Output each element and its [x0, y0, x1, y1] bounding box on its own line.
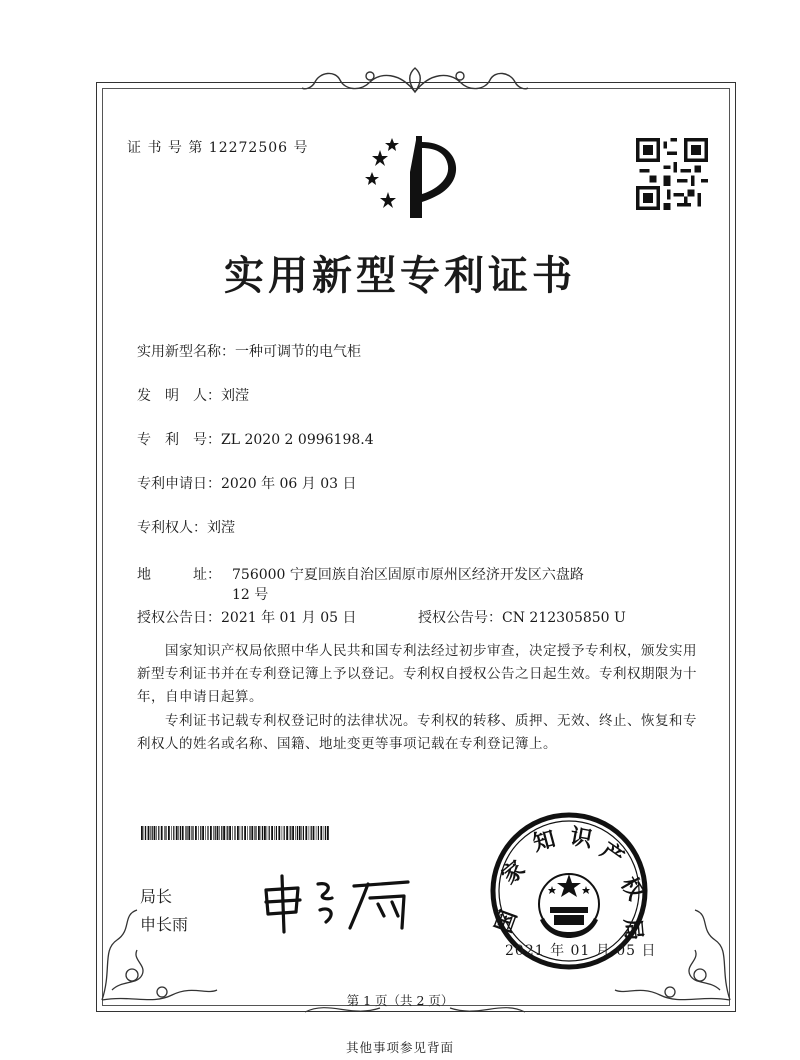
field-utility-model-name — [137, 342, 361, 362]
field-value: 2021 年 01 月 05 日 — [221, 610, 357, 626]
svg-text:局: 局 — [619, 917, 646, 942]
field-patent-number — [137, 430, 374, 450]
patent-office-emblem-icon — [358, 132, 478, 224]
svg-text:知: 知 — [530, 826, 559, 857]
field-grant-number — [418, 608, 626, 628]
field-label: 实用新型名称： — [137, 344, 235, 360]
handwritten-signature-icon — [258, 870, 418, 940]
qr-code-icon — [636, 138, 708, 210]
field-value: 刘滢 — [221, 388, 249, 404]
signatory-title: 局长 — [140, 887, 173, 906]
seal-date: 2021 年 01 月 05 日 — [505, 943, 657, 959]
field-value: ZL 2020 2 0996198.4 — [221, 432, 374, 448]
certificate-number: 证 书 号 第 12272506 号 — [127, 140, 309, 156]
field-application-date — [137, 474, 357, 494]
field-label: 专利申请日： — [137, 476, 221, 492]
field-inventor — [137, 386, 249, 406]
field-address-label: 地 址： — [137, 567, 221, 583]
certificate-title: 实用新型专利证书 — [224, 252, 576, 299]
field-label: 专利权人： — [137, 520, 207, 536]
svg-text:权: 权 — [615, 872, 648, 905]
svg-text:产: 产 — [595, 838, 628, 872]
field-grant-date — [137, 608, 357, 628]
page-number: 第 1 页（共 2 页） — [346, 993, 454, 1008]
svg-text:识: 识 — [568, 824, 595, 853]
svg-text:家: 家 — [497, 856, 531, 890]
statement-paragraph-2: 专利证书记载专利权登记时的法律状况。专利权的转移、质押、无效、终止、恢复和专利权人的姓名或名称、国籍、地址变更等事项记载在专利登记簿上。 — [137, 713, 697, 752]
field-value: 2020 年 06 月 03 日 — [221, 476, 357, 492]
field-value: 一种可调节的电气柜 — [235, 344, 361, 360]
field-label: 授权公告日： — [137, 610, 221, 626]
field-address-value: 756000 宁夏回族自治区固原市原州区经济开发区六盘路 12 号 — [232, 567, 584, 603]
field-value: CN 212305850 U — [502, 610, 626, 626]
field-patentee — [137, 518, 235, 538]
footer-note: 其他事项参见背面 — [345, 1040, 454, 1055]
signatory-name: 申长雨 — [140, 915, 189, 934]
field-label: 发 明 人： — [137, 388, 221, 404]
field-value: 刘滢 — [207, 520, 235, 536]
barcode-icon — [141, 826, 331, 840]
statement-paragraph-1: 国家知识产权局依照中华人民共和国专利法经过初步审查，决定授予专利权，颁发实用新型专利证书并在专利登记簿上予以登记。专利权自授权公告之日起生效。专利权期限为十年，自申请日起算。 — [137, 643, 697, 705]
top-ornament-icon — [300, 62, 530, 102]
field-label: 授权公告号： — [418, 610, 502, 626]
svg-text:国: 国 — [491, 907, 523, 937]
field-label: 专 利 号： — [137, 432, 221, 448]
